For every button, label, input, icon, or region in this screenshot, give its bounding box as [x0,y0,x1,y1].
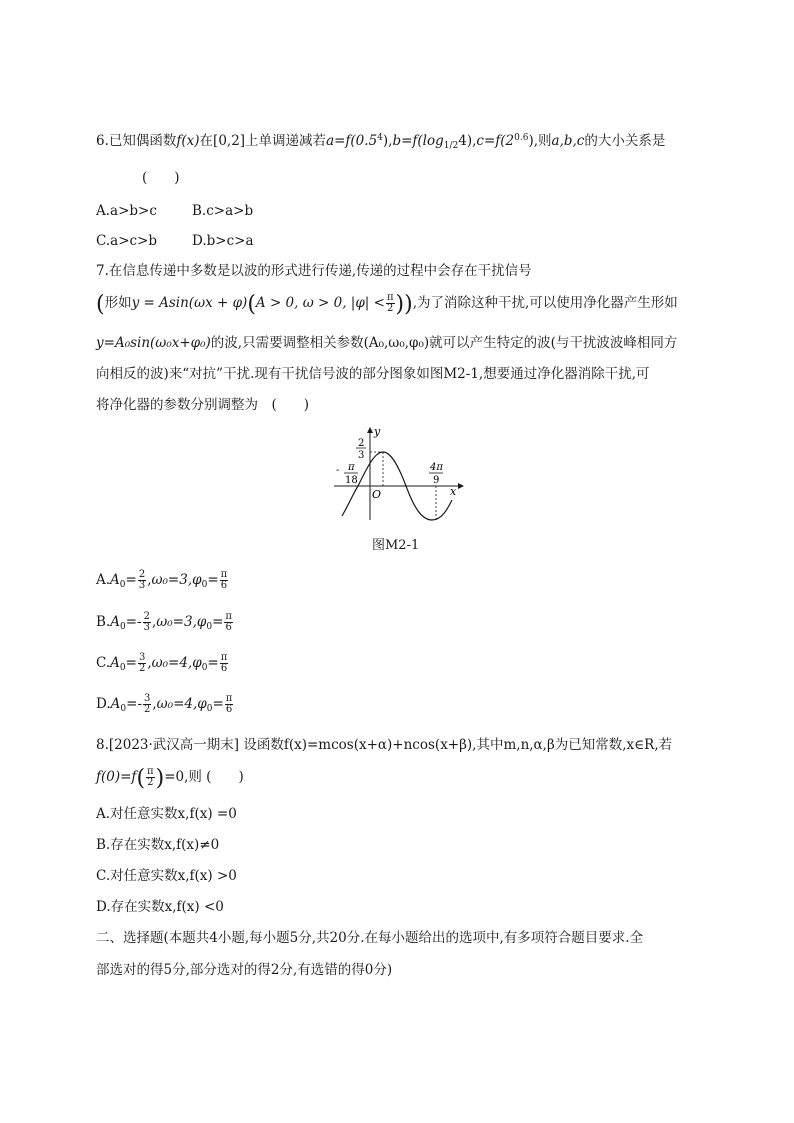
q6-option-d: D.b>c>a [192,233,254,249]
x-axis-arrow [458,483,464,489]
q6-b-expr: b=f(log [392,133,444,149]
q8-line1: 8.[2023·武汉高一期末] 设函数f(x)=mcos(x+α)+ncos(x+β),其中m,n,α,β为已知常数,x∈R,若 [96,737,673,753]
q7-condition: A > 0, ω > 0, |φ| < [255,295,385,311]
q7-option-c: $C.A_0=$ $\frac{3}{2}$ $,\omega_0=4,\varphi_0=$ $\frac{\pi}{6}$ [96,652,228,674]
peak-num: 2 [358,438,365,449]
q6-blank: ( ) [142,170,180,186]
q6-stem-prefix: 6.已知偶函数 [96,133,177,149]
left-num: π [348,462,355,473]
q7-pi-over-2: $\frac{\pi}{2}$ [386,292,394,314]
wave-figure [330,424,470,524]
q8-line2: f(0)=f( $\frac{\pi}{2}$ )=0,则 ( ) [96,766,244,791]
q6-a-exp: 4 [377,133,383,143]
section2-line2: 部选对的得5分,部分选对的得2分,有选错的得0分) [96,962,393,978]
q6-stem-suffix: 的大小关系是 [584,133,666,149]
q7-line2: (形如y = Asin(ωx + φ)(A > 0, ω > 0, |φ| < $\frac{\pi}{2}$ )),为了消除这种干扰,可以使用净化器产生形如 [96,292,678,317]
section2-line1: 二、选择题(本题共4小题,每小题5分,共20分.在每小题给出的选项中,有多项符合题目要求.全 [96,930,644,946]
peak-den: 3 [358,450,365,461]
q7-line2-suffix: ,为了消除这种干扰,可以使用净化器产生形如 [412,295,678,311]
q6-option-b: B.c>a>b [192,203,254,219]
q6-a-expr: a=f(0.5 [326,133,378,149]
figure-caption: 图M2-1 [372,538,420,553]
right-den: 9 [433,475,440,486]
q6-b-arg: 4), [458,133,477,149]
q7-formula: y = Asin(ωx + φ) [131,295,248,311]
q8-option-c: C.对任意实数x,f(x) >0 [96,868,237,884]
q6-stem [96,128,665,156]
y-axis-arrow [367,427,373,433]
q7-line3 [96,333,677,353]
q6-abc: a,b,c [551,133,585,149]
left-sign: - [336,465,340,476]
q7-line3-text: 的波,只需要调整相关参数(A₀,ω₀,φ₀)就可以产生特定的波(与干扰波波峰相同方 [210,335,678,351]
q7-line4: 向相反的波)来“对抗”干扰.现有干扰信号波的部分图象如图M2-1,想要通过净化器消除干扰,可 [96,366,650,382]
q7-line1: 7.在信息传递中多数是以波的形式进行传递,传递的过程中会存在干扰信号 [96,263,532,279]
q8-option-b: B.存在实数x,f(x)≠0 [96,837,220,853]
q6-fx: f(x) [176,133,200,149]
x-label: x [450,485,457,498]
q6-stem-domain: 在[0,2]上单调递减若 [199,133,327,149]
q6-c-exp: 0.6 [514,133,529,143]
q7-purifier-formula: y=A₀sin(ω₀x+φ₀) [96,335,211,351]
q6-c-close: ),则 [528,133,552,149]
origin-label: O [372,488,382,501]
q8-option-a: A.对任意实数x,f(x) =0 [96,806,237,822]
q6-c-expr: c=f(2 [476,133,515,149]
y-label: y [374,425,381,438]
q8-option-d: D.存在实数x,f(x) <0 [96,899,224,915]
q6-b-base: 1/2 [443,141,459,151]
right-num: 4π [430,462,443,473]
left-den: 18 [345,475,358,486]
q7-option-b: $B.A_0=-$ $\frac{2}{3}$ $,\omega_0=3,\varphi_0=$ $\frac{\pi}{6}$ [96,611,232,633]
q6-a-close: ), [382,133,393,149]
q7-option-d: $D.A_0=-$ $\frac{3}{2}$ $,\omega_0=4,\varphi_0=$ $\frac{\pi}{6}$ [96,693,233,715]
q6-option-a: A.a>b>c [96,203,157,219]
q6-option-c: C.a>c>b [96,233,158,249]
q7-line5: 将净化器的参数分别调整为 ( ) [96,397,310,413]
q7-line2-prefix: 形如 [104,295,132,311]
q7-option-a: $A.A_0=$ $\frac{2}{3}$ $,\omega_0=3,\varphi_0=$ $\frac{\pi}{6}$ [96,569,228,591]
